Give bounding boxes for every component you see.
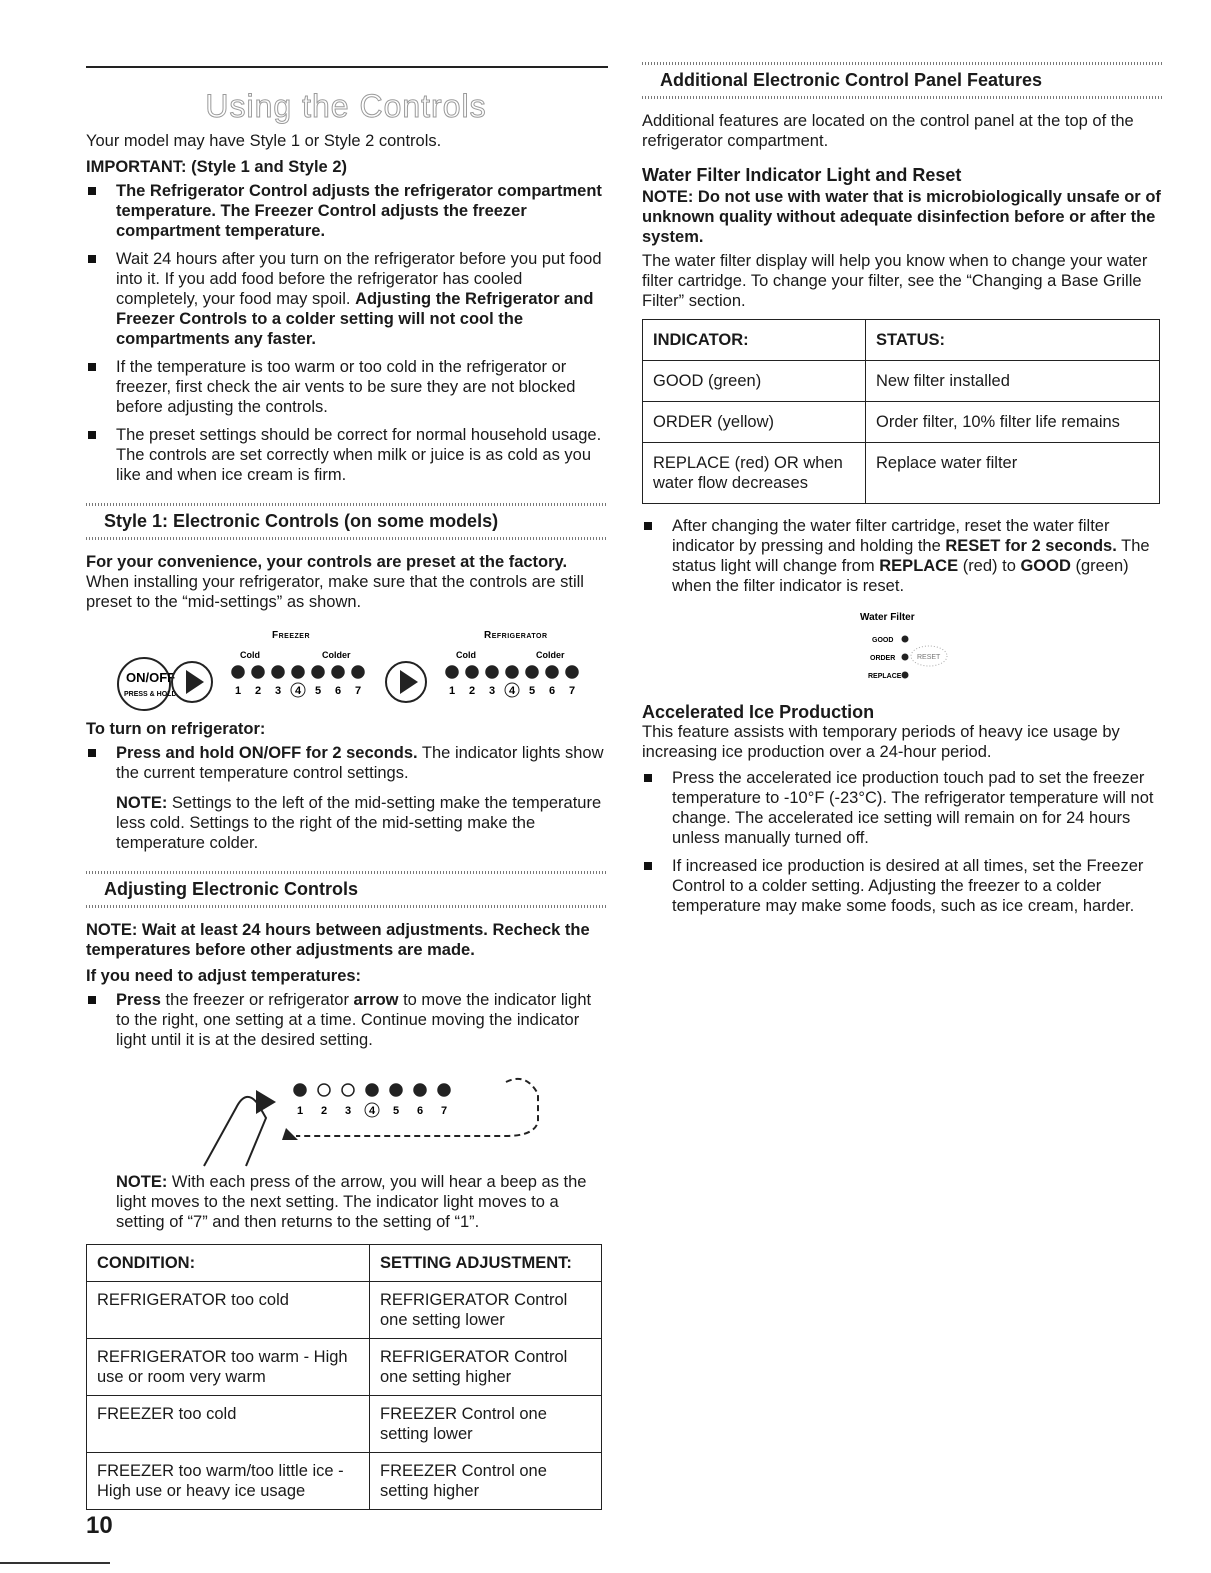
indicator-table <box>642 319 1160 504</box>
indicator-light <box>446 666 458 678</box>
refrigerator-label: Refrigerator <box>484 630 548 641</box>
water-filter-svg <box>642 604 1162 694</box>
left-column <box>86 62 606 1510</box>
setting-number: 7 <box>441 1105 448 1117</box>
style1-text: When installing your refrigerator, make sure that the controls are still preset to the “mid-settings” as shown. <box>86 573 584 611</box>
refrigerator-colder: Colder <box>536 650 565 660</box>
style1-bold: For your convenience, your controls are preset at the factory. <box>86 553 568 571</box>
table-header: STATUS: <box>866 320 1160 361</box>
water-filter-caption: Water Filter <box>860 612 915 623</box>
indicator-light <box>318 1084 330 1096</box>
setting-number: 5 <box>529 685 536 697</box>
setting-number: 6 <box>335 685 342 697</box>
freezer-colder: Colder <box>322 650 351 660</box>
adjust-list <box>86 990 606 1050</box>
ice-intro: This feature assists with temporary periods of heavy ice usage by increasing ice production over a 24-hour period. <box>642 723 1120 761</box>
table-row: FREEZER too warm/too little ice - High use or heavy ice usage FREEZER Control one setting higher <box>87 1453 602 1510</box>
adjust-heading: Adjusting Electronic Controls <box>86 871 606 908</box>
refrigerator-arrow-icon <box>400 670 418 694</box>
list-item: If the temperature is too warm or too cold in the refrigerator or freezer, first check the air vents to be sure they are not blocked before adjusting the controls. <box>86 357 606 417</box>
reset-list <box>642 516 1162 596</box>
setting-number: 5 <box>393 1105 400 1117</box>
setting-number: 3 <box>489 685 496 697</box>
setting-number: 2 <box>321 1105 328 1117</box>
table-row: REFRIGERATOR too cold REFRIGERATOR Control one setting lower <box>87 1282 602 1339</box>
setting-number: 2 <box>469 685 476 697</box>
freezer-label: Freezer <box>272 630 311 641</box>
condition-table <box>86 1244 602 1510</box>
table-row: FREEZER too cold FREEZER Control one setting lower <box>87 1396 602 1453</box>
adjust-note: NOTE: Wait at least 24 hours between adjustments. Recheck the temperatures before other adjustments are made. <box>86 921 590 959</box>
table-header: SETTING ADJUSTMENT: <box>370 1245 602 1282</box>
list-item: After changing the water filter cartridge, reset the water filter indicator by pressing and holding the RESET for 2 seconds. The status light will change from REPLACE (red) to GOOD (green) when the filter indicator is reset. <box>642 516 1162 596</box>
setting-number: 7 <box>569 685 576 697</box>
indicator-light <box>292 666 304 678</box>
turn-on-note: NOTE: Settings to the left of the mid-setting make the temperature less cold. Settings to the right of the mid-setting make the temperature colder. <box>116 794 602 852</box>
intro-text: Your model may have Style 1 or Style 2 controls. <box>86 132 442 150</box>
list-item: Wait 24 hours after you turn on the refrigerator before you put food into it. If you add food before the refrigerator has cooled completely, your food may spoil. Adjusting the Refrigerator and Freezer Controls to a colder setting will not cool the compartments any faster. <box>86 249 606 349</box>
table-header: CONDITION: <box>87 1245 370 1282</box>
control-panel-illustration <box>86 620 606 715</box>
page-title: Using the Controls <box>205 88 487 124</box>
good-label: GOOD <box>872 637 894 644</box>
cycle-arrowhead-icon <box>282 1128 298 1140</box>
setting-number: 7 <box>355 685 362 697</box>
indicator-light <box>506 666 518 678</box>
setting-number: 4 <box>509 685 516 697</box>
setting-number: 5 <box>315 685 322 697</box>
list-item: The Refrigerator Control adjusts the refrigerator compartment temperature. The Freezer Control adjusts the freezer compartment temperature. <box>86 181 606 241</box>
setting-number: 3 <box>275 685 282 697</box>
table-row: REPLACE (red) OR when water flow decreases Replace water filter <box>643 443 1160 504</box>
indicator-light <box>526 666 538 678</box>
indicator-light <box>390 1084 402 1096</box>
freezer-arrow-icon <box>186 670 204 694</box>
indicator-light <box>466 666 478 678</box>
water-text: The water filter display will help you know when to change your water filter cartridge. To change your filter, see the “Changing a Base Grille Filter” section. <box>642 252 1148 310</box>
water-note: NOTE: Do not use with water that is microbiologically unsafe or of unknown quality without adequate disinfection before or after the system. <box>642 188 1161 246</box>
additional-heading: Additional Electronic Control Panel Features <box>642 62 1162 99</box>
table-row: ORDER (yellow) Order filter, 10% filter life remains <box>643 402 1160 443</box>
indicator-light <box>332 666 344 678</box>
indicator-light <box>312 666 324 678</box>
control-panel-svg <box>86 620 606 715</box>
list-item: Press and hold ON/OFF for 2 seconds. The indicator lights show the current temperature control settings. <box>86 743 606 783</box>
arrow-icon <box>256 1090 276 1114</box>
good-indicator-light <box>902 636 909 643</box>
indicator-light <box>366 1084 378 1096</box>
additional-intro: Additional features are located on the control panel at the top of the refrigerator compartment. <box>642 112 1134 150</box>
setting-number: 6 <box>417 1105 424 1117</box>
reset-label: RESET <box>917 654 941 661</box>
right-column <box>642 62 1162 924</box>
indicator-light <box>414 1084 426 1096</box>
onoff-label: ON/OFF <box>126 670 176 685</box>
setting-number: 4 <box>369 1105 376 1117</box>
indicator-light <box>294 1084 306 1096</box>
setting-number: 6 <box>549 685 556 697</box>
table-header: INDICATOR: <box>643 320 866 361</box>
setting-number: 1 <box>235 685 242 697</box>
order-indicator-light <box>902 654 909 661</box>
table-row: GOOD (green) New filter installed <box>643 361 1160 402</box>
refrigerator-cold: Cold <box>456 650 476 660</box>
page-number: 10 <box>86 1512 113 1539</box>
setting-number: 2 <box>255 685 262 697</box>
footer-rule <box>0 1562 110 1564</box>
replace-indicator-light <box>902 672 909 679</box>
replace-label: REPLACE <box>868 673 902 680</box>
refrigerator-indicator-dots <box>446 666 578 697</box>
table-row: REFRIGERATOR too warm - High use or room very warm REFRIGERATOR Control one setting higher <box>87 1339 602 1396</box>
indicator-light <box>252 666 264 678</box>
adjust-if: If you need to adjust temperatures: <box>86 967 362 985</box>
finger-press-illustration <box>86 1058 606 1170</box>
setting-number: 1 <box>297 1105 304 1117</box>
important-list <box>86 181 606 485</box>
list-item: If increased ice production is desired at all times, set the Freezer Control to a colder setting. Adjusting the freezer to a colder temperature may make some foods, such as ice cream, harder. <box>642 856 1162 916</box>
adjust-indicator-dots <box>294 1084 450 1117</box>
indicator-light <box>486 666 498 678</box>
setting-number: 4 <box>295 685 302 697</box>
setting-number: 3 <box>345 1105 352 1117</box>
water-filter-illustration <box>642 604 1162 694</box>
turn-on-heading: To turn on refrigerator: <box>86 720 266 738</box>
turn-on-list <box>86 743 606 783</box>
water-heading: Water Filter Indicator Light and Reset <box>642 165 962 185</box>
list-item: Press the accelerated ice production touch pad to set the freezer temperature to -10°F (-23°C). The refrigerator temperature will not change. The accelerated ice setting will remain on for 24 hours unless manually turned off. <box>642 768 1162 848</box>
style1-heading: Style 1: Electronic Controls (on some models) <box>86 503 606 540</box>
setting-number: 1 <box>449 685 456 697</box>
freezer-cold: Cold <box>240 650 260 660</box>
indicator-light <box>342 1084 354 1096</box>
indicator-light <box>438 1084 450 1096</box>
important-label: IMPORTANT: (Style 1 and Style 2) <box>86 158 347 176</box>
indicator-light <box>232 666 244 678</box>
list-item: Press the freezer or refrigerator arrow to move the indicator light to the right, one setting at a time. Continue moving the indicator light until it is at the desired setting. <box>86 990 606 1050</box>
indicator-light <box>566 666 578 678</box>
finger-press-svg <box>86 1058 606 1170</box>
indicator-light <box>352 666 364 678</box>
freezer-indicator-dots <box>232 666 364 697</box>
press-hold-label: PRESS & HOLD <box>124 691 177 698</box>
indicator-light <box>272 666 284 678</box>
order-label: ORDER <box>870 655 896 662</box>
ice-list <box>642 768 1162 916</box>
beep-note: NOTE: With each press of the arrow, you will hear a beep as the light moves to the next setting. The indicator light moves to a setting of “7” and then returns to the setting of “1”. <box>116 1173 587 1231</box>
list-item: The preset settings should be correct for normal household usage. The controls are set correctly when milk or juice is as cold as you like and when ice cream is firm. <box>86 425 606 485</box>
indicator-light <box>546 666 558 678</box>
ice-heading: Accelerated Ice Production <box>642 702 875 722</box>
